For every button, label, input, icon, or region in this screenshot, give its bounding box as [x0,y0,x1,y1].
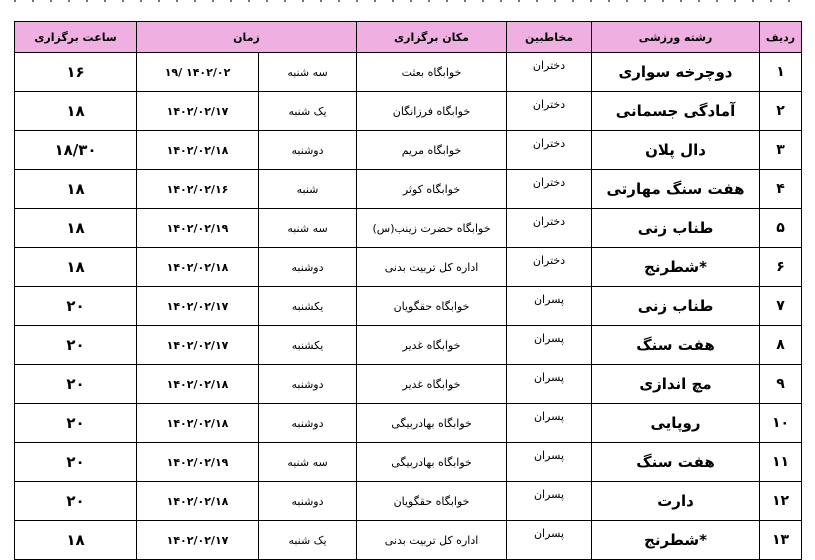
weekday: یکشنبه [259,287,357,326]
header-sport: رشته ورزشی [592,22,760,53]
audience: پسران [507,482,592,521]
audience: پسران [507,404,592,443]
sport-name: *شطرنج [592,521,760,560]
sport-name: دوچرخه سواری [592,53,760,92]
header-hour: ساعت برگزاری [15,22,137,53]
row-index: ۲ [760,92,802,131]
weekday: یکشنبه [259,326,357,365]
table-row [15,365,802,404]
audience: دختران [507,248,592,287]
venue: خوابگاه بعثت [357,53,507,92]
date: ۱۴۰۲/۰۲/۱۷ [137,326,259,365]
cropped-top-text-line [14,0,801,8]
row-index: ۱۳ [760,521,802,560]
header-audience: مخاطبین [507,22,592,53]
table-row [15,482,802,521]
start-time: ۱۸ [15,209,137,248]
venue: خوابگاه بهادربیگی [357,443,507,482]
audience: پسران [507,365,592,404]
weekday: یک شنبه [259,521,357,560]
audience: دختران [507,170,592,209]
sport-name: روپایی [592,404,760,443]
weekday: دوشنبه [259,404,357,443]
venue: خوابگاه مریم [357,131,507,170]
audience: دختران [507,209,592,248]
weekday: دوشنبه [259,248,357,287]
date: ۱۴۰۲/۰۲/۱۸ [137,365,259,404]
venue: خوابگاه بهادربیگی [357,404,507,443]
sport-name: هفت سنگ [592,326,760,365]
date: ۱۴۰۲/۰۲/۱۹ [137,209,259,248]
table-row [15,209,802,248]
sport-name: هفت سنگ مهارتی [592,170,760,209]
header-place: مکان برگزاری [357,22,507,53]
venue: خوابگاه غدیر [357,365,507,404]
start-time: ۱۸ [15,92,137,131]
table-row [15,248,802,287]
date: ۱۴۰۲/۰۲/۱۷ [137,521,259,560]
weekday: شنبه [259,170,357,209]
sport-name: آمادگی جسمانی [592,92,760,131]
venue: خوابگاه فرزانگان [357,92,507,131]
start-time: ۲۰ [15,326,137,365]
date: ۱۴۰۲/۰۲/۱۸ [137,482,259,521]
table-row [15,53,802,92]
date: ۱۴۰۲/۰۲/۱۸ [137,248,259,287]
start-time: ۱۸ [15,521,137,560]
audience: پسران [507,287,592,326]
sport-name: دال پلان [592,131,760,170]
start-time: ۱۸/۳۰ [15,131,137,170]
header-row [15,22,802,53]
weekday: دوشنبه [259,365,357,404]
audience: پسران [507,521,592,560]
schedule-table [14,21,802,560]
header-time: زمان [137,22,357,53]
row-index: ۱۲ [760,482,802,521]
row-index: ۱۱ [760,443,802,482]
table-row [15,521,802,560]
audience: دختران [507,53,592,92]
sport-name: دارت [592,482,760,521]
venue: خوابگاه غدیر [357,326,507,365]
table-row [15,404,802,443]
start-time: ۲۰ [15,365,137,404]
start-time: ۲۰ [15,404,137,443]
row-index: ۵ [760,209,802,248]
row-index: ۸ [760,326,802,365]
weekday: دوشنبه [259,131,357,170]
weekday: سه شنبه [259,443,357,482]
row-index: ۷ [760,287,802,326]
start-time: ۲۰ [15,482,137,521]
sport-name: طناب زنی [592,209,760,248]
audience: دختران [507,92,592,131]
date: ۱۴۰۲/۰۲/۱۷ [137,92,259,131]
date: ۱۴۰۲/۰۲/۱۶ [137,170,259,209]
row-index: ۶ [760,248,802,287]
venue: اداره کل تربیت بدنی [357,248,507,287]
start-time: ۲۰ [15,443,137,482]
venue: اداره کل تربیت بدنی [357,521,507,560]
row-index: ۱ [760,53,802,92]
weekday: سه شنبه [259,209,357,248]
sport-name: هفت سنگ [592,443,760,482]
venue: خوابگاه حضرت زینب(س) [357,209,507,248]
date: ۱۴۰۲/۰۲/۱۹ [137,443,259,482]
sport-name: طناب زنی [592,287,760,326]
row-index: ۳ [760,131,802,170]
weekday: سه شنبه [259,53,357,92]
row-index: ۴ [760,170,802,209]
row-index: ۱۰ [760,404,802,443]
venue: خوابگاه کوثر [357,170,507,209]
sport-name: *شطرنج [592,248,760,287]
venue: خوابگاه حقگویان [357,287,507,326]
audience: پسران [507,326,592,365]
table-row [15,92,802,131]
date: ۱۴۰۲/۰۲/۱۸ [137,404,259,443]
sport-name: مچ اندازی [592,365,760,404]
audience: دختران [507,131,592,170]
row-index: ۹ [760,365,802,404]
header-index: ردیف [760,22,802,53]
table-row [15,326,802,365]
start-time: ۱۸ [15,248,137,287]
date: ۱۹/ ۱۴۰۲/۰۲ [137,53,259,92]
start-time: ۱۸ [15,170,137,209]
date: ۱۴۰۲/۰۲/۱۸ [137,131,259,170]
weekday: دوشنبه [259,482,357,521]
audience: پسران [507,443,592,482]
start-time: ۱۶ [15,53,137,92]
date: ۱۴۰۲/۰۲/۱۷ [137,287,259,326]
table-row [15,170,802,209]
weekday: یک شنبه [259,92,357,131]
table-row [15,287,802,326]
start-time: ۲۰ [15,287,137,326]
venue: خوابگاه حقگویان [357,482,507,521]
table-row [15,131,802,170]
table-row [15,443,802,482]
